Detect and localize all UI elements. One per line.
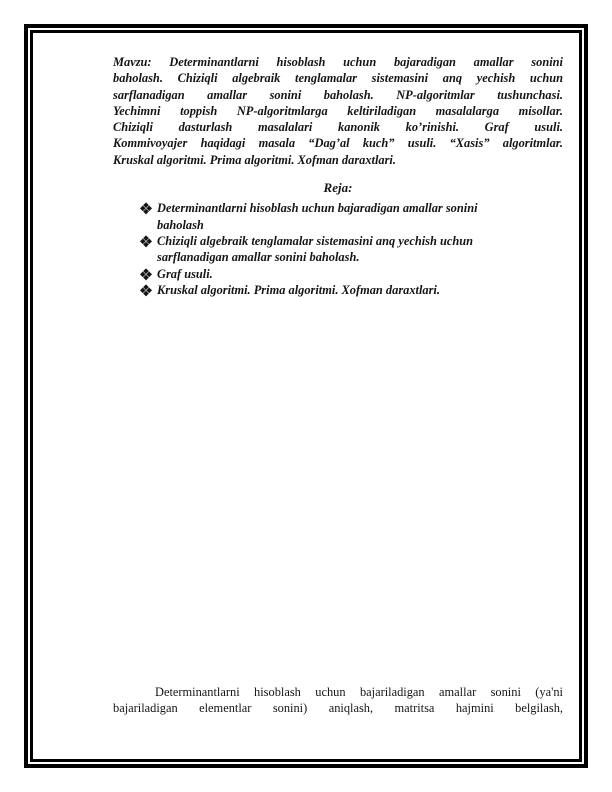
text-line: Kruskal algoritmi. Prima algoritmi. Xofman daraxtlari. bbox=[157, 282, 440, 297]
topic-paragraph bbox=[113, 54, 563, 168]
diamond-bullet-icon bbox=[140, 235, 151, 246]
text-line: sarflanadigan amallar sonini baholash. bbox=[157, 250, 360, 265]
body-paragraph bbox=[113, 684, 563, 717]
plan-list bbox=[113, 200, 563, 298]
diamond-bullet-icon bbox=[140, 203, 151, 214]
list-item bbox=[113, 233, 563, 266]
text-line: Yechimni toppish NP-algoritmlarga keltiriladigan masalalarga misollar. bbox=[113, 103, 563, 118]
page-content bbox=[113, 54, 563, 298]
text-line: Determinantlarni hisoblash uchun bajaradigan amallar sonini bbox=[157, 201, 478, 216]
text-line: Chiziqli dasturlash masalalari kanonik ko’rinishi. Graf usuli. bbox=[113, 120, 563, 135]
text-line: Kruskal algoritmi. Prima algoritmi. Xofman daraxtlari. bbox=[113, 152, 396, 167]
diamond-bullet-icon bbox=[140, 284, 151, 295]
text-line: sarflanadigan amallar sonini baholash. NP-algoritmlar tushunchasi. bbox=[113, 87, 563, 102]
text-line: Mavzu: Determinantlarni hisoblash uchun bajaradigan amallar sonini bbox=[113, 55, 563, 69]
list-item bbox=[113, 282, 563, 298]
diamond-bullet-icon bbox=[140, 268, 151, 279]
plan-heading: Reja: bbox=[323, 180, 353, 196]
text-line: Determinantlarni hisoblash uchun bajariladigan amallar sonini (ya'ni bbox=[155, 685, 563, 699]
text-line: baholash bbox=[157, 217, 204, 232]
text-line: baholash. Chiziqli algebraik tenglamalar sistemasini anq yechish uchun bbox=[113, 71, 563, 86]
text-line: bajariladigan elementlar sonini) aniqlash, matritsa hajmini belgilash, bbox=[113, 701, 563, 716]
list-item bbox=[113, 200, 563, 233]
text-line: Kommivoyajer haqidagi masala “Dag’al kuch” usuli. “Xasis” algoritmlar. bbox=[113, 136, 563, 151]
text-line: Chiziqli algebraik tenglamalar sistemasini anq yechish uchun bbox=[157, 233, 474, 248]
text-line: Graf usuli. bbox=[157, 266, 213, 281]
list-item bbox=[113, 266, 563, 282]
